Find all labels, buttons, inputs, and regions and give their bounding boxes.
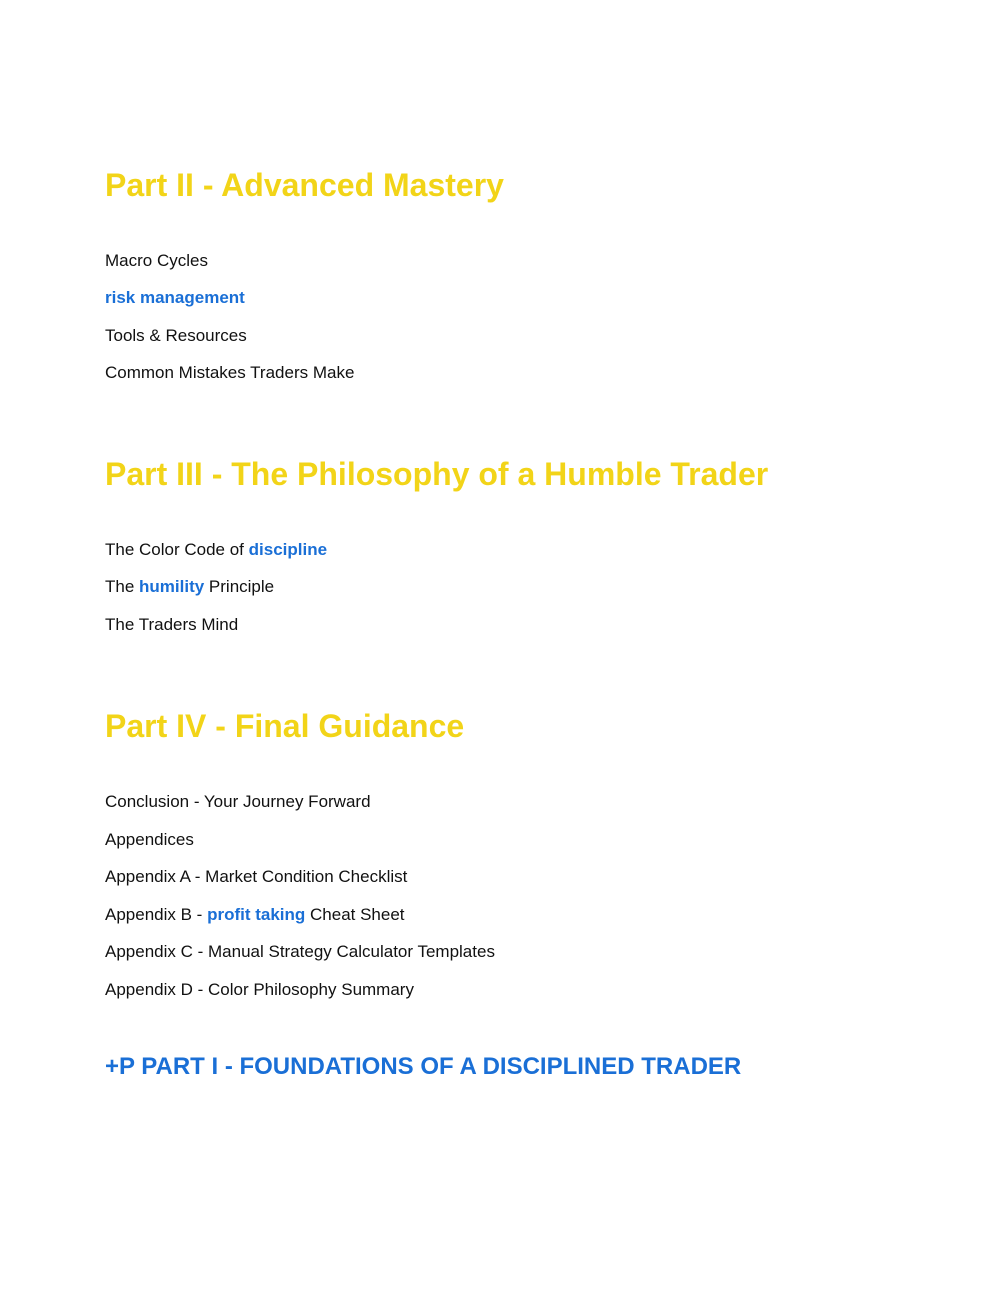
profit-taking-keyword[interactable]: profit taking bbox=[207, 905, 306, 924]
toc-entry-conclusion: Conclusion - Your Journey Forward bbox=[105, 792, 371, 811]
part-2-heading: Part II - Advanced Mastery bbox=[105, 167, 504, 203]
humility-keyword[interactable]: humility bbox=[139, 577, 205, 596]
humility-suffix: Principle bbox=[204, 577, 275, 596]
toc-entry-appendix-c: Appendix C - Manual Strategy Calculator Templates bbox=[105, 942, 495, 961]
color-code-prefix: The Color Code of bbox=[105, 540, 249, 559]
toc-entry-traders-mind: The Traders Mind bbox=[105, 615, 239, 634]
toc-entry-risk-management[interactable]: risk management bbox=[105, 288, 245, 307]
discipline-keyword[interactable]: discipline bbox=[248, 540, 328, 559]
toc-entry-tools-resources: Tools & Resources bbox=[105, 326, 247, 345]
toc-entry-appendix-a: Appendix A - Market Condition Checklist bbox=[105, 867, 408, 886]
part-3-heading: Part III - The Philosophy of a Humble Trader bbox=[105, 456, 769, 492]
toc-entry-appendix-b bbox=[105, 904, 405, 926]
appendix-b-suffix: Cheat Sheet bbox=[305, 905, 405, 924]
toc-entry-appendix-d: Appendix D - Color Philosophy Summary bbox=[105, 980, 414, 999]
part-4-heading: Part IV - Final Guidance bbox=[105, 708, 465, 744]
toc-entry-appendices: Appendices bbox=[105, 830, 194, 849]
toc-entry-color-code bbox=[105, 539, 327, 561]
appendix-b-prefix: Appendix B - bbox=[105, 905, 208, 924]
toc-entry-humility-principle bbox=[105, 576, 274, 598]
humility-prefix: The bbox=[105, 577, 140, 596]
part-1-link[interactable]: +P PART I - FOUNDATIONS OF A DISCIPLINED TRADER bbox=[105, 1053, 742, 1080]
toc-entry-common-mistakes: Common Mistakes Traders Make bbox=[105, 363, 355, 382]
toc-entry-macro-cycles: Macro Cycles bbox=[105, 251, 208, 270]
